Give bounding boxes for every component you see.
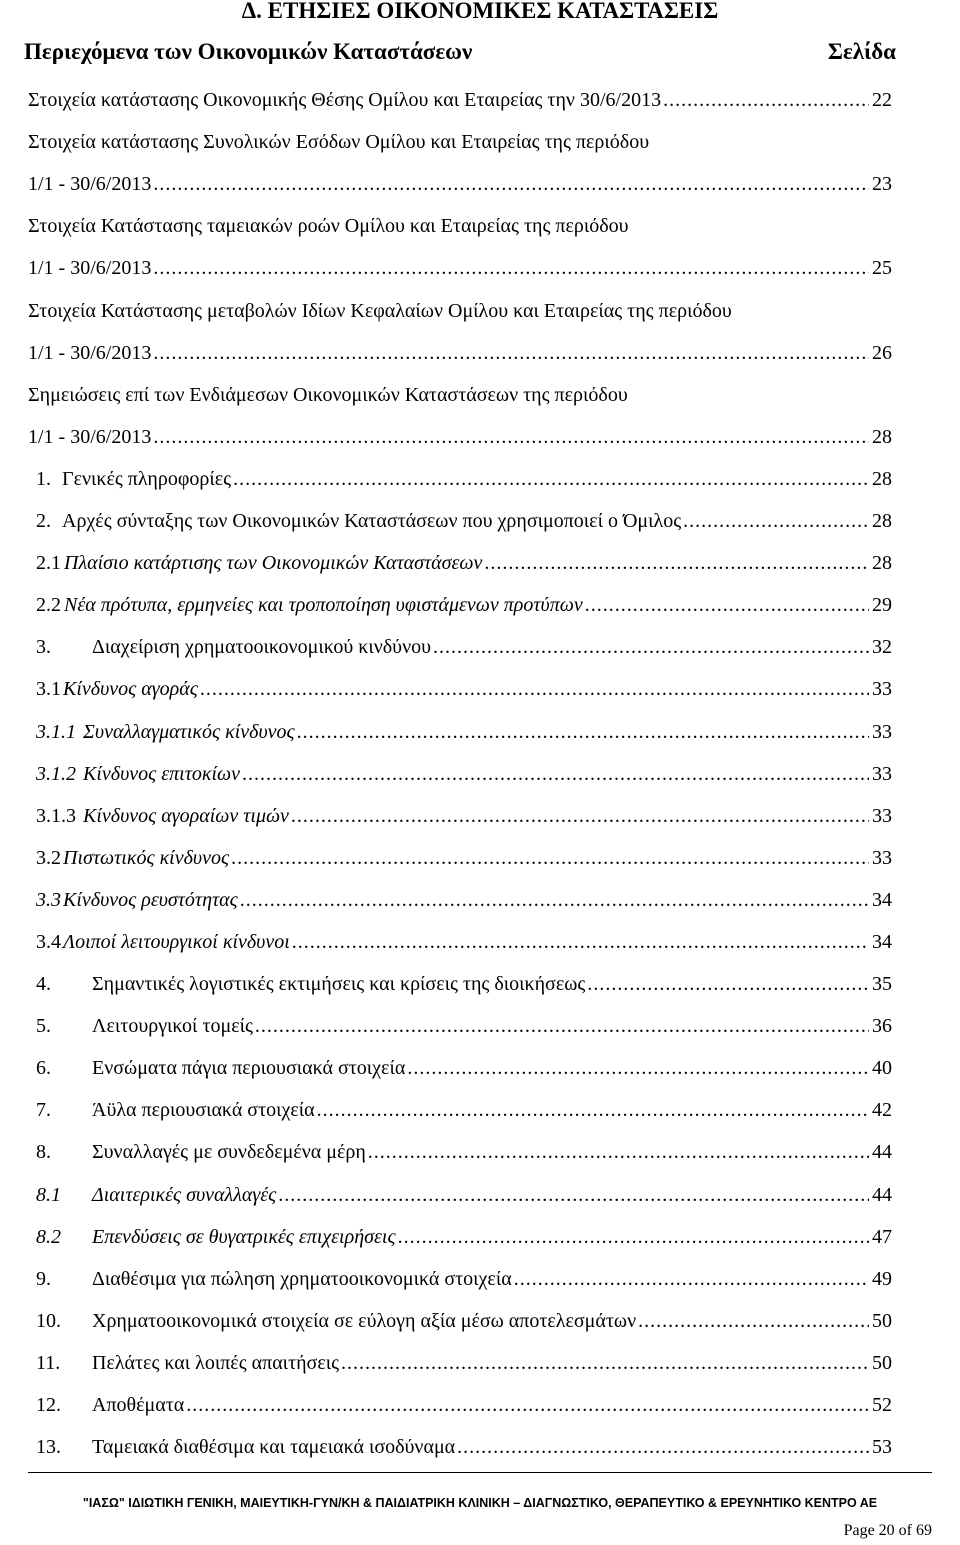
toc-entry[interactable] — [28, 246, 892, 288]
toc-entry-label: Στοιχεία Κατάστασης μεταβολών Ιδίων Κεφαλαίων Ομίλου και Εταιρείας της περιόδου — [28, 299, 732, 322]
page-title: Δ. ΕΤΗΣΙΕΣ ΟΙΚΟΝΟΜΙΚΕΣ ΚΑΤΑΣΤΑΣΕΙΣ — [241, 0, 719, 23]
footer-divider — [28, 1472, 932, 1473]
toc-entry-page: 42 — [872, 1099, 892, 1122]
toc-entry-number: 7. — [36, 1099, 51, 1122]
toc-entry[interactable] — [28, 962, 892, 1004]
toc-entry-page: 29 — [872, 594, 892, 617]
toc-entry[interactable] — [28, 1341, 892, 1383]
toc-entry-number: 2. — [36, 510, 51, 533]
toc-entry-number: 3.1 — [36, 678, 61, 701]
toc-entry-label: Κίνδυνος αγοραίων τιμών — [83, 804, 289, 827]
dot-leader — [368, 1141, 869, 1163]
dot-leader — [341, 1352, 869, 1374]
toc-entry-label: Γενικές πληροφορίες — [62, 467, 232, 490]
toc-entry-page: 34 — [872, 930, 892, 953]
toc-entry[interactable] — [28, 1088, 892, 1130]
dot-leader — [242, 763, 869, 785]
toc-entry-number: 12. — [36, 1394, 61, 1416]
toc-entry-number: 8.2 — [36, 1225, 61, 1248]
toc-entry[interactable] — [28, 1130, 892, 1172]
toc-entry-page: 52 — [872, 1394, 892, 1416]
toc-entry[interactable] — [28, 457, 892, 499]
toc-entry-label: Ενσώματα πάγια περιουσιακά στοιχεία — [92, 1057, 406, 1080]
toc-entry-label: Στοιχεία κατάστασης Συνολικών Εσόδων Ομίλου και Εταιρείας της περιόδου — [28, 131, 650, 154]
dot-leader — [153, 257, 869, 279]
toc-entry-label: Άϋλα περιουσιακά στοιχεία — [92, 1099, 315, 1122]
toc-entry[interactable] — [28, 836, 892, 878]
dot-leader — [153, 426, 869, 448]
toc-entry-label: 1/1 - 30/6/2013 — [28, 341, 152, 364]
toc-entry-number: 2.1 — [36, 552, 61, 575]
toc-entry-page: 35 — [872, 973, 892, 996]
toc-entry[interactable] — [28, 794, 892, 836]
toc-entry-label: Ταμειακά διαθέσιμα και ταμειακά ισοδύναμα — [92, 1436, 456, 1459]
dot-leader — [587, 973, 869, 995]
toc-entry-page: 28 — [872, 467, 892, 490]
toc-entry-page: 32 — [872, 636, 892, 659]
toc-entry-label: Κίνδυνος επιτοκίων — [83, 762, 241, 785]
toc-entry-page: 23 — [872, 173, 892, 196]
dot-leader — [663, 89, 869, 111]
toc-entry-label: Συναλλαγές με συνδεδεμένα μέρη — [92, 1141, 366, 1164]
toc-entry-label: 1/1 - 30/6/2013 — [28, 173, 152, 196]
toc-entry-number: 3.2 — [36, 846, 61, 869]
toc-entry-number: 8. — [36, 1141, 51, 1164]
toc-entry-page: 50 — [872, 1309, 892, 1332]
dot-leader — [255, 1015, 869, 1037]
dot-leader — [291, 805, 869, 827]
toc-entry-label: 1/1 - 30/6/2013 — [28, 425, 152, 448]
toc-entry-page: 40 — [872, 1057, 892, 1080]
toc-entry-number: 9. — [36, 1267, 51, 1290]
toc-entry-label: 1/1 - 30/6/2013 — [28, 257, 152, 280]
toc-entry[interactable] — [28, 667, 892, 709]
dot-leader — [278, 1184, 869, 1206]
dot-leader — [153, 342, 869, 364]
toc-entry-number: 3.3 — [36, 888, 61, 911]
toc-entry-page: 25 — [872, 257, 892, 280]
dot-leader — [398, 1226, 869, 1248]
dot-leader — [317, 1099, 869, 1121]
toc-entry-label: Κίνδυνος ρευστότητας — [63, 888, 238, 911]
toc-entry[interactable] — [28, 1425, 892, 1467]
toc-entry-page: 53 — [872, 1436, 892, 1459]
page-column-heading: Σελίδα — [827, 39, 896, 64]
toc-entry[interactable] — [28, 78, 892, 120]
toc-entry-label: Διαθέσιμα για πώληση χρηματοοικονομικά στοιχεία — [92, 1267, 512, 1290]
toc-entry-page: 33 — [872, 762, 892, 785]
dot-leader — [153, 173, 869, 195]
dot-leader — [231, 847, 869, 869]
toc-entry-number: 8.1 — [36, 1183, 61, 1206]
toc-entry-page: 47 — [872, 1225, 892, 1248]
dot-leader — [484, 552, 869, 574]
toc-entry[interactable] — [28, 1004, 892, 1046]
dot-leader — [457, 1436, 869, 1458]
toc-entry[interactable] — [28, 499, 892, 541]
toc-entry-label: Διαιτερικές συναλλαγές — [92, 1183, 277, 1206]
toc-entry[interactable] — [28, 1172, 892, 1214]
dot-leader — [240, 889, 869, 911]
toc-entry-number: 4. — [36, 973, 51, 996]
toc-entry-page: 28 — [872, 510, 892, 533]
toc-entry[interactable] — [28, 1299, 892, 1341]
toc-entry[interactable] — [28, 331, 892, 373]
dot-leader — [638, 1310, 869, 1332]
toc-entry-label: Διαχείριση χρηματοοικονομικού κινδύνου — [92, 636, 432, 659]
toc-entry-label: Συναλλαγματικός κίνδυνος — [83, 720, 295, 743]
toc-entry[interactable] — [28, 625, 892, 667]
toc-entry-number: 3.1.1 — [36, 720, 76, 743]
toc-entry-page: 44 — [872, 1141, 892, 1164]
toc-entry-line — [28, 204, 892, 246]
toc-entry-label: Πιστωτικός κίνδυνος — [63, 846, 230, 869]
toc-entry[interactable] — [28, 878, 892, 920]
toc-entry-number: 3.1.3 — [36, 804, 76, 827]
toc-entry-page: 50 — [872, 1351, 892, 1374]
toc-entry[interactable] — [28, 1257, 892, 1299]
toc-entry[interactable] — [28, 752, 892, 794]
toc-entry-label: Επενδύσεις σε θυγατρικές επιχειρήσεις — [92, 1225, 396, 1248]
toc-entry-page: 33 — [872, 804, 892, 827]
toc-entry-page: 26 — [872, 341, 892, 364]
toc-entry[interactable] — [28, 709, 892, 751]
toc-entry-number: 6. — [36, 1057, 51, 1080]
dot-leader — [200, 678, 869, 700]
footer-company-name: "ΙΑΣΩ" ΙΔΙΩΤΙΚΗ ΓΕΝΙΚΗ, ΜΑΙΕΥΤΙΚΗ-ΓΥΝ/ΚΗ & ΠΑΙΔΙΑΤΡΙΚΗ ΚΛΙΝΙΚΗ – ΔΙΑΓΝΩΣΤΙΚΟ, ΘΕΡΑΠΕΥΤΙΚΟ & ΕΡΕΥΝΗΤΙΚΟ ΚΕΝΤΡΟ ΑΕ — [82, 1496, 878, 1510]
toc-entry-page: 49 — [872, 1267, 892, 1290]
toc-entry-page: 28 — [872, 552, 892, 575]
toc-entry-page: 33 — [872, 678, 892, 701]
toc-entry-number: 11. — [36, 1351, 61, 1374]
toc-entry-number: 3. — [36, 636, 51, 659]
dot-leader — [292, 931, 869, 953]
toc-entry-line — [28, 120, 892, 162]
toc-entry-label: Σημαντικές λογιστικές εκτιμήσεις και κρίσεις της διοικήσεως — [92, 973, 586, 996]
toc-heading: Περιεχόμενα των Οικονομικών Καταστάσεων — [24, 39, 473, 64]
toc-entry[interactable] — [28, 541, 892, 583]
toc-header — [24, 38, 896, 66]
dot-leader — [585, 594, 869, 616]
dot-leader — [297, 721, 869, 743]
toc-entry-page: 44 — [872, 1183, 892, 1206]
toc-entry[interactable] — [28, 1046, 892, 1088]
dot-leader — [407, 1057, 869, 1079]
dot-leader — [433, 636, 869, 658]
toc-entry-number: 3.1.2 — [36, 762, 76, 785]
toc-entry[interactable] — [28, 920, 892, 962]
toc-entry-label: Πλαίσιο κατάρτισης των Οικονομικών Καταστάσεων — [64, 552, 483, 575]
toc-entry-label: Λοιποί λειτουργικοί κίνδυνοι — [63, 930, 290, 953]
toc-entry[interactable] — [28, 583, 892, 625]
toc-entry-number: 5. — [36, 1015, 51, 1038]
toc-entry-label: Νέα πρότυπα, ερμηνείες και τροποποίηση υφιστάμενων προτύπων — [64, 594, 583, 617]
dot-leader — [186, 1394, 869, 1416]
toc-entry-page: 22 — [872, 89, 892, 112]
dot-leader — [514, 1268, 869, 1290]
toc-entry-page: 33 — [872, 846, 892, 869]
dot-leader — [683, 510, 869, 532]
toc-entry-number: 3.4 — [36, 930, 61, 953]
toc-entry[interactable] — [28, 415, 892, 457]
toc-entry-page: 28 — [872, 425, 892, 448]
toc-entry-label: Λειτουργικοί τομείς — [92, 1015, 253, 1038]
toc-entry-label: Πελάτες και λοιπές απαιτήσεις — [92, 1351, 340, 1374]
table-of-contents — [28, 78, 892, 1467]
toc-entry[interactable] — [28, 162, 892, 204]
toc-entry-label: Στοιχεία Κατάστασης ταμειακών ροών Ομίλου και Εταιρείας της περιόδου — [28, 215, 629, 238]
toc-entry-label: Στοιχεία κατάστασης Οικονομικής Θέσης Ομίλου και Εταιρείας την 30/6/2013 — [28, 89, 662, 112]
toc-entry-number: 1. — [36, 467, 51, 490]
toc-entry-page: 33 — [872, 720, 892, 743]
toc-entry-label: Κίνδυνος αγοράς — [63, 678, 198, 701]
toc-entry-label: Χρηματοοικονομικά στοιχεία σε εύλογη αξία μέσω αποτελεσμάτων — [92, 1309, 637, 1332]
toc-entry-page: 36 — [872, 1015, 892, 1038]
toc-entry-number: 2.2 — [36, 594, 61, 617]
toc-entry-page: 34 — [872, 888, 892, 911]
page-number: Page 20 of 69 — [843, 1522, 932, 1539]
toc-entry-label: Σημειώσεις επί των Ενδιάμεσων Οικονομικών Καταστάσεων της περιόδου — [28, 383, 628, 406]
toc-entry-label: Αρχές σύνταξης των Οικονομικών Καταστάσεων που χρησιμοποιεί ο Όμιλος — [62, 510, 682, 533]
toc-entry-number: 13. — [36, 1436, 61, 1459]
toc-entry-line — [28, 288, 892, 330]
dot-leader — [233, 468, 869, 490]
toc-entry[interactable] — [28, 1215, 892, 1257]
toc-entry-label: Αποθέματα — [92, 1394, 185, 1416]
toc-entry[interactable] — [28, 1383, 892, 1425]
toc-entry-number: 10. — [36, 1309, 61, 1332]
toc-entry-line — [28, 373, 892, 415]
